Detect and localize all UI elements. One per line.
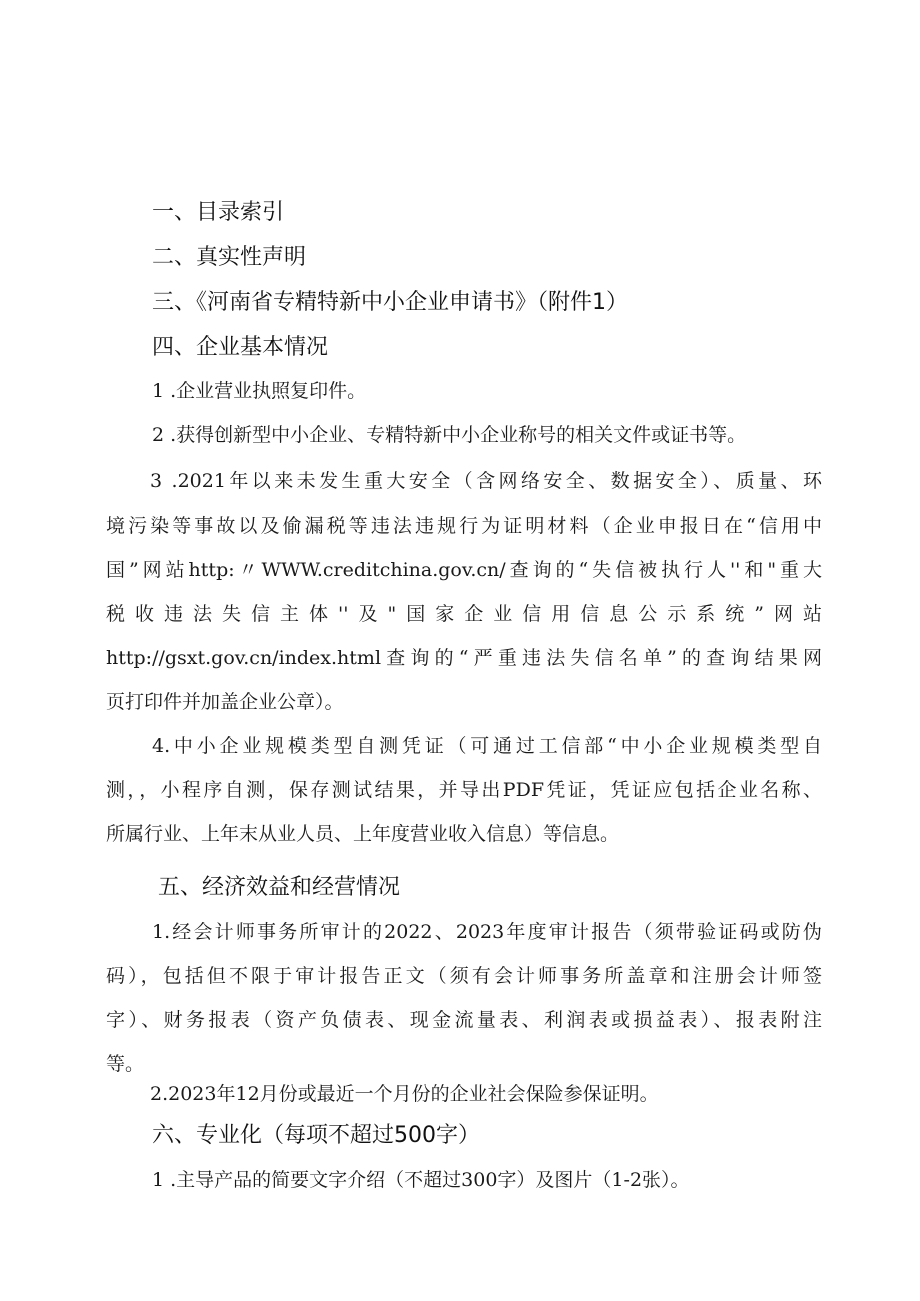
basic-item-3-line-5: http://gsxt.gov.cn/index.html查询的“严重违法失信名单”的查询结果网	[106, 647, 822, 669]
section-heading-4: 四、企业基本情况	[152, 335, 329, 360]
section-heading-6: 六、专业化（每项不超过500字）	[152, 1123, 480, 1148]
economic-item-1-line-2: 码），包括但不限于审计报告正文（须有会计师事务所盖章和注册会计师签	[106, 965, 822, 987]
basic-item-3-line-3: 国”网站http:〃WWW.creditchina.gov.cn/查询的“失信被执行人''和"重大	[106, 559, 822, 581]
economic-item-1-line-4: 等。	[106, 1053, 145, 1075]
section-heading-2: 二、真实性声明	[152, 245, 307, 270]
basic-item-3-line-1: 3 .2021年以来未发生重大安全（含网络安全、数据安全）、质量、环	[150, 470, 822, 492]
section-heading-3: 三、《河南省专精特新中小企业申请书》（附件1）	[152, 290, 628, 315]
economic-item-2: 2.2023年12月份或最近一个月份的企业社会保险参保证明。	[150, 1083, 659, 1105]
economic-item-1-line-3: 字）、财务报表（资产负债表、现金流量表、利润表或损益表）、报表附注	[106, 1009, 822, 1031]
basic-item-4-line-1: 4.中小企业规模类型自测凭证（可通过工信部“中小企业规模类型自	[152, 735, 822, 757]
basic-item-2: 2 .获得创新型中小企业、专精特新中小企业称号的相关文件或证书等。	[152, 424, 747, 446]
economic-item-1-line-1: 1.经会计师事务所审计的2022、2023年度审计报告（须带验证码或防伪	[152, 921, 822, 943]
basic-item-4-line-2: 测，，小程序自测，保存测试结果，并导出PDF凭证，凭证应包括企业名称、	[106, 779, 822, 801]
basic-item-1: 1 .企业营业执照复印件。	[152, 380, 367, 402]
basic-item-3-line-2: 境污染等事故以及偷漏税等违法违规行为证明材料（企业申报日在“信用中	[106, 515, 822, 537]
basic-item-3-line-4: 税收违法失信主体''及"国家企业信用信息公示系统”网站	[106, 603, 822, 625]
section-heading-5: 五、经济效益和经营情况	[158, 875, 401, 900]
basic-item-4-line-3: 所属行业、上年末从业人员、上年度营业收入信息）等信息。	[106, 823, 620, 845]
basic-item-3-line-6: 页打印件并加盖企业公章）。	[106, 691, 344, 713]
specialization-item-1: 1 .主导产品的简要文字介绍（不超过300字）及图片（1-2张）。	[152, 1169, 690, 1191]
section-heading-1: 一、目录索引	[152, 200, 285, 225]
